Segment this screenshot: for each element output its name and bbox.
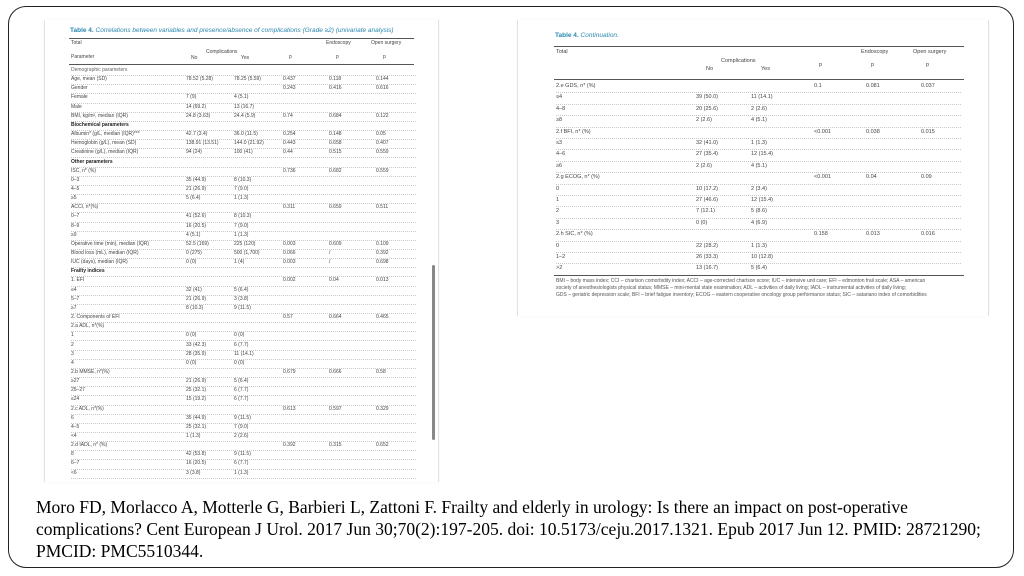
table-cell: 11 (14.1) (234, 350, 254, 357)
table-cell: 0.243 (283, 85, 296, 92)
table-cell: 27 (35.4) (696, 151, 719, 158)
table-cell: 0.511 (376, 204, 389, 211)
table-cell: 12 (15.4) (751, 197, 774, 203)
right-table-bottom-rule (554, 275, 964, 276)
header-no: No (191, 55, 198, 61)
table-cell: 4–5 (71, 185, 80, 192)
table-cell: 0.613 (283, 405, 296, 412)
header-no: No (706, 66, 714, 72)
table-cell: 4 (6.9) (751, 219, 767, 226)
table-cell: 2 (2.6) (234, 433, 249, 439)
table-cell: 0.597 (329, 405, 342, 412)
table-cell: 1 (1.3) (234, 469, 249, 476)
table-cell: 5–7 (71, 295, 80, 302)
table-cell: 0.144 (376, 76, 389, 83)
table-cell: BMI, kg/m², median (IQR) (71, 112, 128, 119)
table-cell: 35 (44.9) (186, 176, 207, 183)
right-table-top-rule (554, 46, 964, 47)
table-cell: 0.04 (329, 277, 339, 284)
table-cell: 2 (3.4) (751, 185, 767, 192)
table-cell: 4 (5.1) (751, 117, 767, 124)
table-cell: 0.44 (283, 149, 293, 156)
table-cell: ≥9 (71, 231, 77, 238)
table-cell: 4 (5.1) (751, 162, 767, 169)
header-p3: p (383, 54, 386, 60)
table-cell: 1 (1.3) (186, 433, 201, 439)
table-cell: 0.016 (921, 231, 935, 238)
table-cell: 0.437 (283, 76, 296, 83)
table-cell: Hemoglobin (g/L), mean (SD) (71, 140, 137, 147)
table-cell: 0.664 (329, 314, 342, 321)
table-cell: <4 (71, 433, 77, 439)
table-cell: 1 (1.3) (751, 140, 767, 146)
table-cell: Operative time (min), median (IQR) (71, 240, 150, 247)
table-cell: 0.392 (283, 442, 296, 449)
table-cell: Gender (71, 85, 88, 92)
table-cell: ACCI, n*(%) (71, 204, 99, 211)
table-cell: <0.001 (814, 128, 831, 135)
table-cell: Blood loss (mL), median (IQR) (71, 250, 139, 256)
table-cell: 0.74 (283, 112, 293, 119)
table-cell: 0.652 (376, 442, 389, 449)
table-cell: 144.0 (21.92) (234, 140, 264, 147)
table-cell: 14 (69.2) (186, 103, 207, 110)
header-endoscopy: Endoscopy (326, 40, 351, 46)
table-cell: 500 (1,700) (234, 250, 260, 256)
table-cell: 138.91 (13.51) (186, 140, 219, 147)
table-cell: 13 (16.7) (234, 103, 255, 110)
table-cell: 0.04 (866, 174, 877, 181)
header-open-surgery: Open surgery (371, 40, 402, 46)
table-cell: 0.09 (921, 174, 932, 181)
left-table-header-rule (69, 64, 414, 65)
table-row (556, 263, 961, 275)
table-cell: 41 (52.6) (186, 213, 207, 220)
table-cell: 24.8 (3.63) (186, 112, 211, 119)
table-cell: 0.407 (376, 140, 389, 147)
table-cell: 0.679 (283, 368, 296, 375)
table-cell: 2 (71, 341, 74, 348)
table-cell: 2 (2.6) (696, 162, 712, 169)
table-cell: 78.52 (5.28) (186, 76, 213, 83)
table-cell: 5 (6.4) (751, 265, 767, 272)
table-cell: 94 (24) (186, 149, 202, 156)
left-table-title (70, 27, 394, 34)
table-cell: 0.329 (376, 405, 389, 412)
table-cell: 10 (17.2) (696, 185, 719, 192)
table-cell: 0.066 (283, 250, 296, 256)
table-cell: 0.013 (866, 231, 880, 238)
table-cell: 0 (0) (186, 359, 197, 366)
header-p2: p (871, 62, 875, 68)
right-table-header (556, 48, 961, 78)
header-endoscopy: Endoscopy (861, 49, 889, 55)
table-cell: 0.05 (376, 131, 386, 138)
table-cell: 7 (9.0) (234, 185, 249, 192)
table-cell: 11 (14.1) (751, 94, 773, 101)
table-cell: 5 (6.4) (186, 195, 201, 202)
table-cell: 4 (5.1) (186, 231, 201, 238)
right-table-title (555, 32, 619, 39)
header-total: Total (556, 49, 568, 55)
table-cell: 25–27 (71, 387, 85, 394)
right-table-title-text: Continuation. (580, 32, 619, 39)
table-cell: 2.h SIC, n* (%) (556, 231, 593, 238)
table-cell: 6 (7.7) (234, 341, 249, 348)
table-cell: 1 (71, 332, 74, 339)
table-cell: Male (71, 103, 82, 110)
table-cell: 2 (2.6) (751, 105, 767, 112)
table-cell: <6 (71, 469, 77, 476)
table-cell: 21 (26.9) (186, 378, 207, 385)
header-p1: p (819, 62, 823, 68)
table-cell: 0.109 (376, 240, 389, 247)
table-cell: 5 (6.4) (234, 378, 249, 385)
table-cell: 0–3 (71, 176, 80, 183)
table-cell: 0.003 (283, 259, 296, 266)
table-cell: 0.158 (814, 231, 828, 238)
table-cell: 3 (3.8) (186, 469, 201, 476)
table-cell: 10 (12.8) (751, 254, 774, 260)
table-cell: 0.515 (329, 149, 342, 156)
table-cell: 0.666 (329, 368, 342, 375)
table-cell: 13 (16.7) (696, 265, 719, 272)
left-table-title-label: Table 4. (70, 27, 94, 34)
table-cell: 4–5 (71, 423, 80, 430)
table-cell: ≤24 (71, 396, 80, 403)
table-cell: 225 (120) (234, 240, 256, 247)
table-cell: 1 (4) (234, 259, 245, 266)
table-row (71, 469, 416, 479)
table-cell: 8 (10.3) (186, 304, 204, 311)
footnote-line-3: GDS – geriatric depression scale; BFI – brief fatigue inventory; ECOG – eastern cooperative oncology group performance status; SIC – satariano index of comorbidities (556, 292, 927, 298)
table-cell: 3 (3.8) (234, 295, 249, 302)
table-cell: Frailty indices (71, 268, 105, 275)
table-cell: 12 (15.4) (751, 151, 774, 158)
left-table-title-text: Correlations between variables and presence/absence of complications (Grade ≥2) (univariate analysis) (95, 27, 394, 34)
header-complications: Complications (721, 58, 756, 64)
table-cell: 0.57 (283, 314, 293, 321)
table-cell: 24.4 (5.9) (234, 112, 256, 119)
table-cell: 2.a ADL, n*(%) (71, 323, 105, 330)
table-cell: 2.c ADL, n*(%) (71, 405, 104, 412)
table-cell: ≥6 (556, 162, 563, 169)
table-cell: Creatinine (g/L), median (IQR) (71, 149, 139, 156)
table-cell: 21 (26.9) (186, 185, 207, 192)
header-total: Total (71, 40, 82, 46)
table-cell: 2. Components of EFI (71, 314, 120, 321)
table-cell: 6 (7.7) (234, 396, 249, 403)
table-cell: 35 (44.9) (186, 414, 207, 421)
scrollbar-thumb[interactable] (432, 265, 435, 440)
table-cell: 28 (35.9) (186, 350, 207, 357)
table-cell: <0.001 (814, 174, 831, 181)
table-cell: 0.659 (329, 204, 342, 211)
table-cell: Biochemical parameters (71, 121, 129, 128)
table-cell: 0.081 (866, 83, 880, 89)
table-cell: ≥8 (556, 117, 563, 124)
table-cell: 2 (2.6) (696, 117, 712, 124)
table-cell: 7 (12.1) (696, 208, 715, 215)
header-yes: Yes (761, 66, 770, 72)
table-cell: 0.465 (376, 314, 389, 321)
table-cell: 0.443 (283, 140, 296, 147)
table-cell: 8 (10.3) (234, 176, 252, 183)
table-cell: / (329, 259, 331, 266)
table-cell: 0 (556, 185, 560, 192)
table-cell: 3 (556, 219, 560, 226)
table-cell: / (329, 250, 331, 256)
table-cell: 20 (25.6) (696, 105, 719, 112)
table-cell: 6 (71, 414, 74, 421)
table-cell: 6 (7.7) (234, 387, 249, 394)
header-open-surgery: Open surgery (913, 49, 947, 55)
table-cell: 0.122 (376, 112, 389, 119)
table-cell: 0–7 (71, 213, 80, 220)
table-cell: 21 (26.9) (186, 295, 207, 302)
table-cell: 0.002 (283, 277, 296, 284)
table-cell: ≥7 (71, 304, 77, 311)
header-complications: Complications (206, 49, 238, 55)
table-cell: 0.616 (376, 85, 389, 92)
table-cell: 4 (71, 359, 74, 366)
table-cell: 0 (0) (186, 259, 197, 266)
table-cell: ISC, n* (%) (71, 167, 97, 174)
table-cell: 27 (46.6) (696, 197, 719, 203)
table-cell: 32 (41.0) (696, 140, 719, 146)
table-cell: 78.25 (5.59) (234, 76, 261, 83)
table-cell: 0 (0) (234, 359, 245, 366)
table-cell: 0.58 (376, 368, 386, 375)
table-cell: 0.1 (814, 83, 822, 89)
table-cell: 9 (11.5) (234, 414, 251, 421)
table-cell: 32 (41) (186, 286, 202, 293)
table-cell: 2 (556, 208, 560, 215)
header-parameter: Parameter (71, 54, 95, 60)
table-cell: 0 (0) (234, 332, 245, 339)
header-yes: Yes (241, 55, 250, 61)
table-cell: Demographic parameters (71, 67, 128, 73)
table-cell: 0 (556, 242, 560, 249)
table-cell: 0.013 (376, 277, 389, 284)
table-cell: 0.609 (329, 240, 342, 247)
table-cell: 25 (32.1) (186, 423, 207, 430)
right-table-header-rule (554, 79, 964, 80)
table-cell: Albumin* (g/L, median (IQR)*** (71, 131, 140, 138)
footnote-line-1: BMI – body mass index; CCI – charlson comorbidity index; ACCI – age-corrected charlson score; IUC – intensive unit care; EFI – edmonton frail scale; ASA – american (556, 278, 926, 284)
table-cell: 0.311 (283, 204, 296, 211)
table-cell: 0.698 (376, 259, 389, 266)
table-cell: 9 (11.5) (234, 451, 251, 458)
table-cell: ≤4 (71, 286, 77, 293)
table-cell: 6–7 (71, 460, 80, 467)
table-cell: 2.e GDS, n* (%) (556, 83, 596, 89)
table-cell: 2.f BFI, n* (%) (556, 128, 591, 135)
table-cell: 0.684 (329, 112, 342, 119)
table-cell: 0.559 (376, 149, 389, 156)
table-cell: 16 (20.5) (186, 222, 207, 229)
table-cell: 1 (1.3) (234, 195, 249, 202)
table-cell: ≥27 (71, 378, 80, 385)
table-cell: 16 (20.5) (186, 460, 207, 467)
table-cell: ≤4 (556, 94, 563, 101)
table-cell: 22 (28.2) (696, 242, 719, 249)
table-cell: 7 (9.0) (234, 423, 249, 430)
table-cell: 0 (275) (186, 250, 202, 256)
table-cell: 7 (9.0) (234, 222, 249, 229)
table-cell: 4–6 (556, 151, 566, 158)
table-cell: 0 (0) (696, 219, 708, 226)
table-cell: 5 (8.6) (751, 208, 767, 215)
table-cell: 4–8 (556, 105, 566, 112)
table-cell: 36.0 (11.5) (234, 131, 258, 138)
table-cell: ≥5 (71, 195, 77, 202)
table-cell: IUC (days), median (IQR) (71, 259, 128, 266)
right-table-title-label: Table 4. (555, 32, 579, 39)
table-cell: 2.d IADL, n* (%) (71, 442, 108, 449)
table-cell: 42 (53.8) (186, 451, 207, 458)
table-cell: 100 (41) (234, 149, 253, 156)
table-cell: 0.736 (283, 167, 296, 174)
table-cell: ≤3 (556, 140, 563, 146)
table-cell: 3 (71, 350, 74, 357)
table-cell: 4 (5.1) (234, 94, 249, 101)
table-cell: 8–9 (71, 222, 80, 229)
table-cell: 0 (0) (186, 332, 197, 339)
table-cell: 0.559 (376, 167, 389, 174)
table-cell: 42.7 (3.4) (186, 131, 208, 138)
table-cell: 15 (19.2) (186, 396, 207, 403)
citation-text: Moro FD, Morlacco A, Motterle G, Barbieri L, Zattoni F. Frailty and elderly in urology: Is there an impact on post-operative complications? Cent European J Urol. 2017 Jun 30;70(2):197-205. doi: 10.5173/ceju.2017.1321. Epub 2017 Jun 12. PMID: 28721290; PMCID: PMC5510344. (36, 497, 981, 561)
table-cell: 52.5 (169) (186, 240, 209, 247)
table-cell: 0.254 (283, 131, 296, 138)
table-cell: 1 (1.3) (751, 242, 767, 249)
table-cell: 25 (32.1) (186, 387, 207, 394)
table-cell: 5 (6.4) (234, 286, 249, 293)
table-cell: 1 (556, 197, 560, 203)
table-cell: 8 (10.3) (234, 213, 252, 220)
table-cell: 0.658 (329, 140, 342, 147)
table-cell: 0.315 (329, 442, 342, 449)
right-table-image (517, 20, 989, 316)
table-cell: 1 (1.3) (234, 231, 249, 238)
header-p3: p (926, 62, 930, 68)
table-cell: 2.g ECOG, n* (%) (556, 174, 600, 181)
table-cell: 0.118 (329, 76, 342, 83)
table-cell: 2.b MMSE, n*(%) (71, 368, 110, 375)
header-p1: p (289, 54, 292, 60)
right-table-footnote (556, 278, 976, 299)
table-cell: 0.392 (376, 250, 389, 256)
table-cell: 8 (71, 451, 74, 458)
table-cell: 0.416 (329, 85, 342, 92)
table-cell: 33 (42.3) (186, 341, 207, 348)
table-cell: Female (71, 94, 88, 101)
table-cell: 0.038 (866, 128, 880, 135)
left-table-header (71, 39, 416, 63)
table-cell: 1. EFI (71, 277, 85, 284)
table-cell: >2 (556, 265, 563, 272)
table-cell: Other parameters (71, 158, 113, 165)
table-cell: 6 (7.7) (234, 460, 249, 467)
left-table-image (44, 20, 439, 482)
table-cell: 39 (50.0) (696, 94, 719, 101)
table-cell: 1–2 (556, 254, 566, 260)
table-cell: 0.148 (329, 131, 342, 138)
table-cell: 0.682 (329, 167, 342, 174)
table-cell: 9 (11.5) (234, 304, 251, 311)
table-cell: 26 (33.3) (696, 254, 719, 260)
table-cell: 0.003 (283, 240, 296, 247)
table-cell: 0.015 (921, 128, 935, 135)
header-p2: p (336, 54, 339, 60)
table-cell: 7 (9) (186, 94, 197, 101)
footnote-line-2: society of anesthesiologists physical status; MMSE – mini-mental state examination; ADL – activities of daily living; IADL – instrumental activities of daily living; (556, 285, 907, 291)
table-cell: Age, mean (SD) (71, 76, 107, 83)
table-cell: 0.037 (921, 83, 935, 89)
